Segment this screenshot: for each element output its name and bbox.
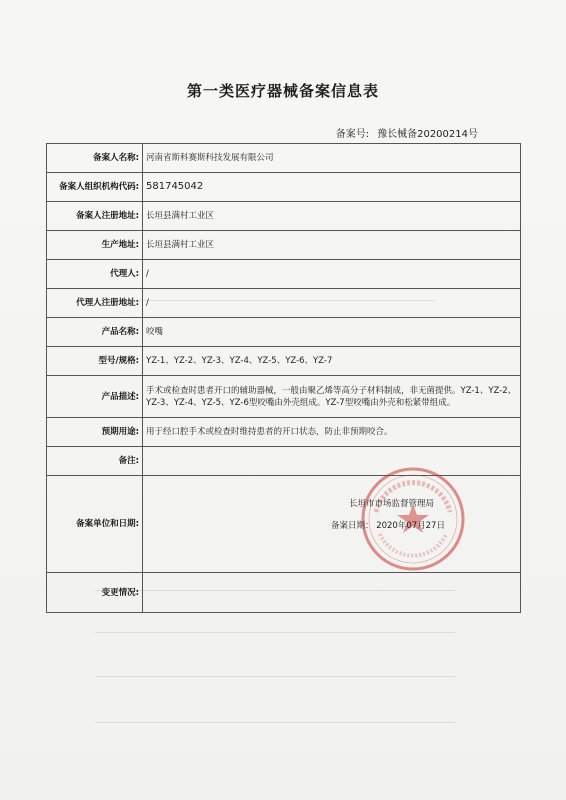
row-value: / — [143, 260, 521, 289]
table-row — [47, 376, 521, 418]
row-label: 备案人名称: — [47, 144, 143, 173]
row-label: 产品描述: — [47, 376, 143, 418]
table-row — [47, 202, 521, 231]
table-row — [47, 231, 521, 260]
record-number-value: 豫长械备20200214号 — [377, 129, 478, 140]
row-label: 代理人注册地址: — [47, 289, 143, 318]
registration-office: 长垣市市场监督管理局 — [349, 499, 435, 509]
official-seal-icon — [358, 464, 468, 574]
row-value: 581745042 — [143, 173, 521, 202]
bleed-through-line — [95, 676, 455, 677]
bleed-through-line — [95, 300, 435, 301]
table-row — [47, 289, 521, 318]
row-label: 型号/规格: — [47, 347, 143, 376]
row-value: 长垣县满村工业区 — [143, 231, 521, 260]
table-row — [47, 318, 521, 347]
bleed-through-line — [95, 632, 455, 633]
signature-cell — [143, 476, 521, 573]
row-label: 产品名称: — [47, 318, 143, 347]
row-value: YZ-1、YZ-2、YZ-3、YZ-4、YZ-5、YZ-6、YZ-7 — [143, 347, 521, 376]
record-number-label: 备案号: — [335, 129, 370, 140]
bleed-through-line — [95, 590, 455, 591]
table-row — [47, 573, 521, 613]
row-value: 咬嘴 — [143, 318, 521, 347]
row-value: 河南省斯科赛斯科技发展有限公司 — [143, 144, 521, 173]
row-value: 长垣县满村工业区 — [143, 202, 521, 231]
registration-date: 备案日期： 2020年07月27日 — [331, 521, 445, 531]
table-row — [47, 476, 521, 573]
table-row — [47, 347, 521, 376]
bleed-through-line — [95, 722, 455, 723]
table-row — [47, 144, 521, 173]
row-label: 备案人注册地址: — [47, 202, 143, 231]
row-label: 预期用途: — [47, 418, 143, 447]
table-row — [47, 173, 521, 202]
table-row — [47, 418, 521, 447]
row-label: 备案单位和日期: — [47, 476, 143, 573]
row-value: / — [143, 289, 521, 318]
document-title: 第一类医疗器械备案信息表 — [186, 82, 379, 100]
row-label: 备案人组织机构代码: — [47, 173, 143, 202]
table-row — [47, 260, 521, 289]
row-label: 生产地址: — [47, 231, 143, 260]
info-table — [46, 143, 521, 613]
row-label: 备注: — [47, 447, 143, 476]
row-label: 变更情况: — [47, 573, 143, 613]
row-value — [143, 573, 521, 613]
row-label: 代理人: — [47, 260, 143, 289]
row-value: 手术或检查时患者开口的辅助器械，一般由聚乙烯等高分子材料制成，非无菌提供。YZ-1、YZ-2、YZ-3、YZ-4、YZ-5、YZ-6型咬嘴由外壳组成。YZ-7型咬嘴由外壳和松紧带组成。 — [143, 376, 521, 418]
record-number — [336, 125, 478, 140]
row-value: 用于经口腔手术或检查时维持患者的开口状态，防止非预期咬合。 — [143, 418, 521, 447]
